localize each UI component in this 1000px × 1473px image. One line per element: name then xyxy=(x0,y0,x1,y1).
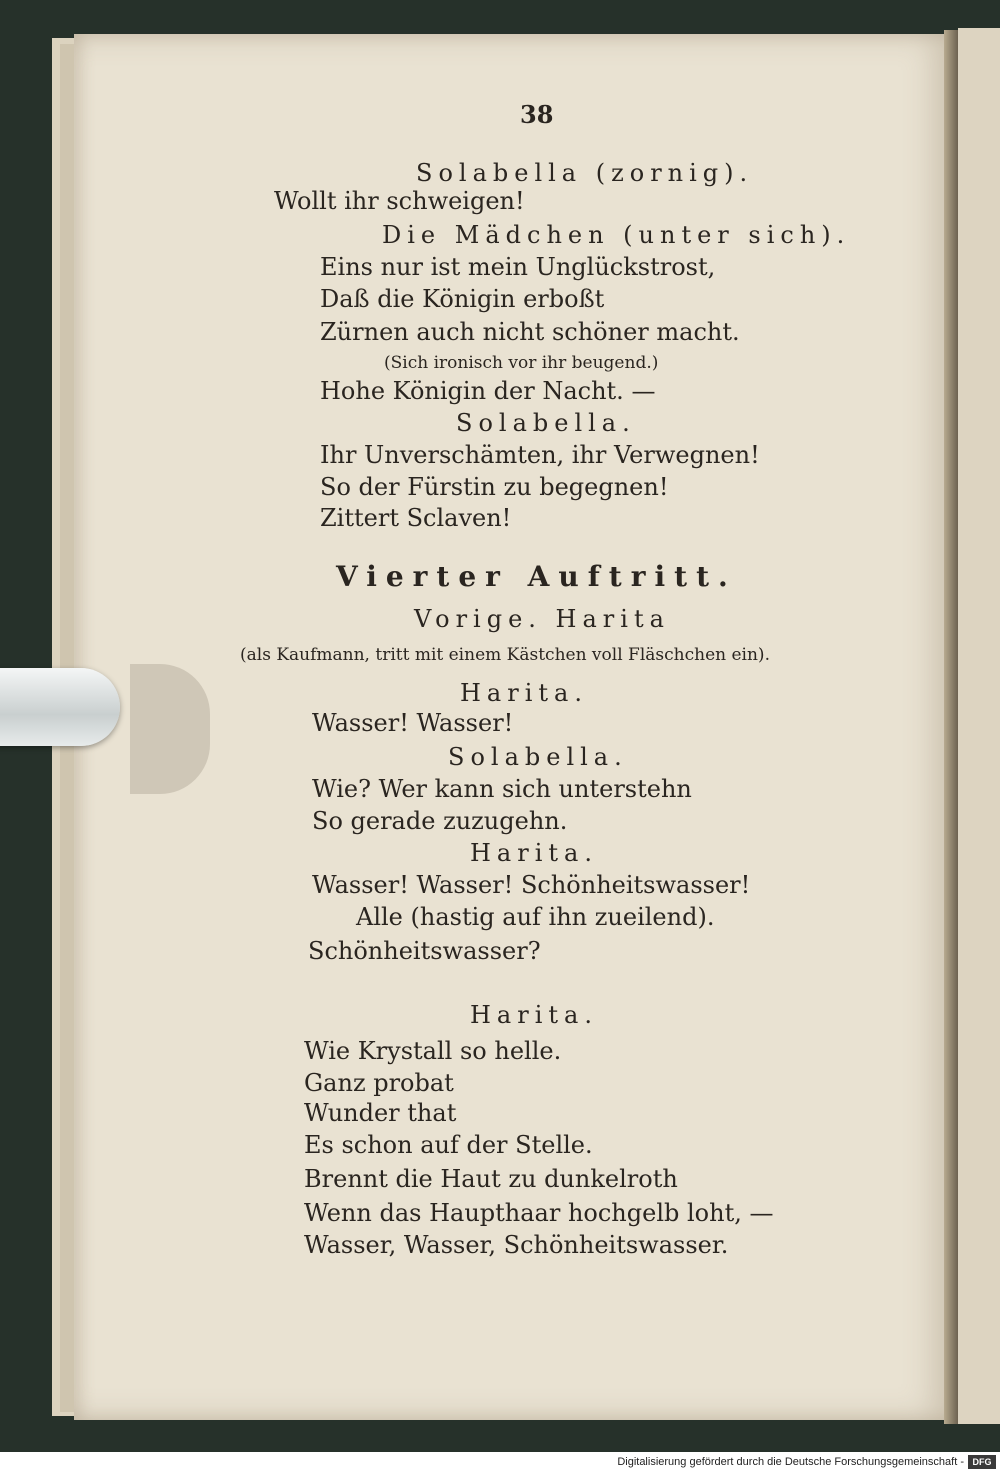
verse-line: Ihr Unverschämten, ihr Verwegnen! xyxy=(320,441,760,469)
speaker-line: Solabella. xyxy=(448,743,628,771)
verse-line: Wasser! Wasser! Schönheitswasser! xyxy=(312,871,751,899)
speaker-line: Harita. xyxy=(460,679,588,707)
verse-line: Schönheitswasser? xyxy=(308,937,541,965)
verse-line: Wunder that xyxy=(304,1099,457,1127)
stage-direction: (Sich ironisch vor ihr beugend.) xyxy=(384,353,659,373)
verse-line: So gerade zuzugehn. xyxy=(312,807,568,835)
stage-direction: (als Kaufmann, tritt mit einem Kästchen voll Fläschchen ein). xyxy=(240,645,770,665)
verse-line: Zittert Sclaven! xyxy=(320,504,512,532)
verse-line: Es schon auf der Stelle. xyxy=(304,1131,593,1159)
speaker-line: Harita. xyxy=(470,1001,598,1029)
speaker-line: Solabella. xyxy=(456,409,636,437)
verse-line: Wollt ihr schweigen! xyxy=(274,187,525,215)
verse-line: Wenn das Haupthaar hochgelb loht, — xyxy=(304,1199,774,1227)
speaker-line: Vorige. Harita xyxy=(414,605,670,633)
scene-heading: Vierter Auftritt. xyxy=(336,560,737,593)
verse-line: Brennt die Haut zu dunkelroth xyxy=(304,1165,678,1193)
clip-shadow xyxy=(130,664,210,794)
book-gutter xyxy=(944,30,958,1424)
speaker-line: Alle (hastig auf ihn zueilend). xyxy=(356,903,715,931)
verse-line: Wasser! Wasser! xyxy=(312,709,514,737)
page-number: 38 xyxy=(520,100,554,129)
speaker-line: Harita. xyxy=(470,839,598,867)
verse-line: Eins nur ist mein Unglückstrost, xyxy=(320,253,716,281)
speaker-line: Die Mädchen (unter sich). xyxy=(382,221,851,249)
dfg-logo: DFG xyxy=(968,1455,996,1469)
verse-line: Daß die Königin erboßt xyxy=(320,285,605,313)
adjacent-page xyxy=(958,28,1000,1424)
verse-line: Zürnen auch nicht schöner macht. xyxy=(320,318,740,346)
speaker-line: Solabella (zornig). xyxy=(416,159,754,187)
verse-line: Wie? Wer kann sich unterstehn xyxy=(312,775,692,803)
footer-credit: Digitalisierung gefördert durch die Deutsche Forschungsgemeinschaft - xyxy=(617,1456,964,1468)
verse-line: So der Fürstin zu begegnen! xyxy=(320,473,669,501)
book-page xyxy=(74,34,952,1420)
verse-line: Ganz probat xyxy=(304,1069,454,1097)
verse-line: Hohe Königin der Nacht. — xyxy=(320,377,656,405)
footer-bar xyxy=(0,1452,1000,1473)
verse-line: Wasser, Wasser, Schönheitswasser. xyxy=(304,1231,729,1259)
page-clip xyxy=(0,668,120,746)
verse-line: Wie Krystall so helle. xyxy=(304,1037,562,1065)
